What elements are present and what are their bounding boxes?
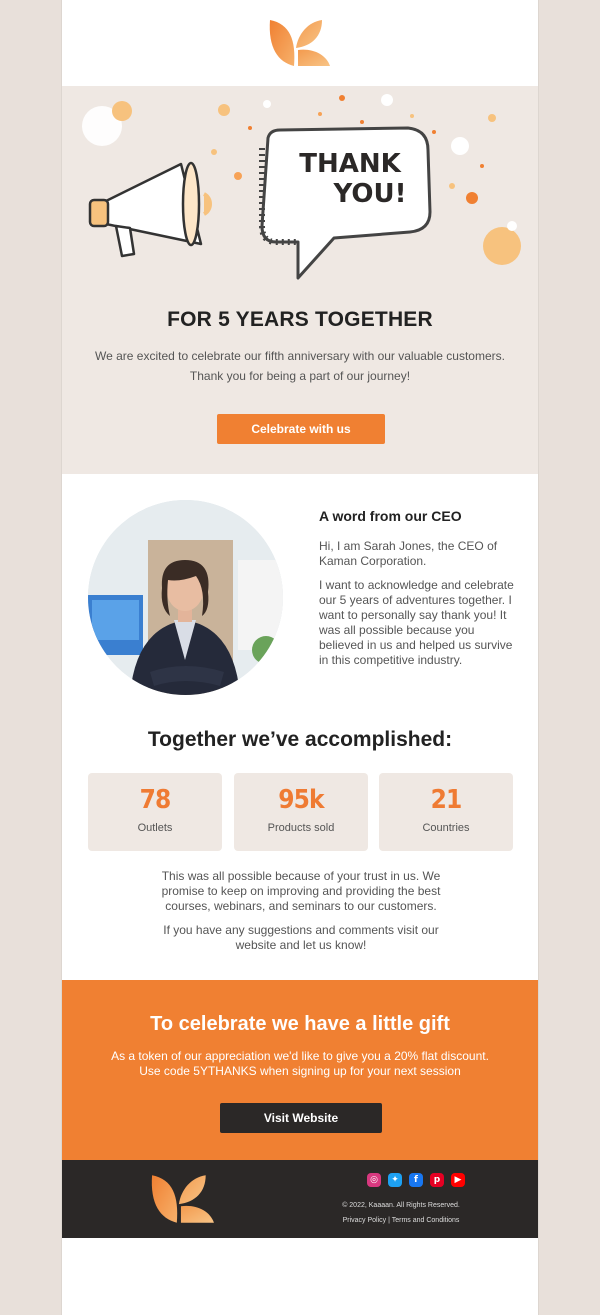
hero-section xyxy=(62,86,538,474)
thank-you-illustration xyxy=(62,86,538,286)
stat-card-outlets xyxy=(88,773,222,851)
stat-label: Products sold xyxy=(267,822,335,834)
brand-k-logo[interactable] xyxy=(268,18,332,68)
gift-text-line1: As a token of our appreciation we'd like to give you a 20% flat discount. xyxy=(111,1049,489,1063)
gift-description xyxy=(92,1049,508,1079)
terms-link[interactable]: Terms and Conditions xyxy=(391,1217,460,1224)
footer xyxy=(62,1160,538,1238)
accomplished-title: Together we’ve accomplished: xyxy=(147,728,453,751)
stat-label: Countries xyxy=(422,822,470,834)
instagram-icon[interactable]: ◎ xyxy=(367,1173,381,1187)
logo-header xyxy=(62,0,538,86)
separator: | xyxy=(386,1217,392,1224)
gift-title: To celebrate we have a little gift xyxy=(150,1013,450,1035)
hero-text-line1: We are excited to celebrate our fifth anniversary with our valuable customers. xyxy=(95,349,505,363)
gift-text-line2: Use code 5YTHANKS when signing up for your next session xyxy=(139,1064,461,1078)
copyright-text: © 2022, Kaaaan. All Rights Reserved. xyxy=(342,1202,460,1209)
thank-text: THANK xyxy=(299,149,401,179)
celebrate-button[interactable]: Celebrate with us xyxy=(217,414,385,444)
ceo-intro-text: Hi, I am Sarah Jones, the CEO of Kaman Corporation. xyxy=(319,539,498,568)
trust-text: This was all possible because of your trust in us. We promise to keep on improving and providing the best courses, webinars, and seminars to our customers. xyxy=(161,869,441,913)
ceo-message-text: I want to acknowledge and celebrate our 5 years of adventures together. I want to personally say thank you! It was all possible because you believed in us and helped us survive in this competitive industry. xyxy=(319,578,514,667)
youtube-icon[interactable]: ▶ xyxy=(451,1173,465,1187)
ceo-photo xyxy=(88,500,283,695)
visit-website-button[interactable]: Visit Website xyxy=(220,1103,382,1133)
gift-section xyxy=(62,980,538,1160)
privacy-policy-link[interactable]: Privacy Policy xyxy=(342,1217,387,1224)
brand-k-logo[interactable] xyxy=(150,1173,216,1225)
hero-description xyxy=(82,346,518,386)
you-text: YOU! xyxy=(333,179,407,209)
hero-title: FOR 5 YEARS TOGETHER xyxy=(167,308,433,331)
stat-value: 21 xyxy=(430,785,462,815)
accomplished-section xyxy=(62,724,538,980)
suggestions-text: If you have any suggestions and comments visit our website and let us know! xyxy=(163,923,439,952)
legal-links xyxy=(312,1217,490,1224)
twitter-icon[interactable]: ✦ xyxy=(388,1173,402,1187)
stat-value: 95k xyxy=(278,785,324,815)
hero-text-line2: Thank you for being a part of our journey! xyxy=(189,369,411,383)
ceo-heading: A word from our CEO xyxy=(319,508,462,524)
social-links xyxy=(367,1173,465,1187)
email-container xyxy=(61,0,539,1315)
stat-label: Outlets xyxy=(137,822,173,834)
facebook-icon[interactable]: f xyxy=(409,1173,423,1187)
stat-card-countries xyxy=(379,773,513,851)
stat-card-products-sold xyxy=(234,773,368,851)
ceo-section xyxy=(62,474,538,724)
stat-value: 78 xyxy=(139,785,171,815)
pinterest-icon[interactable]: p xyxy=(430,1173,444,1187)
